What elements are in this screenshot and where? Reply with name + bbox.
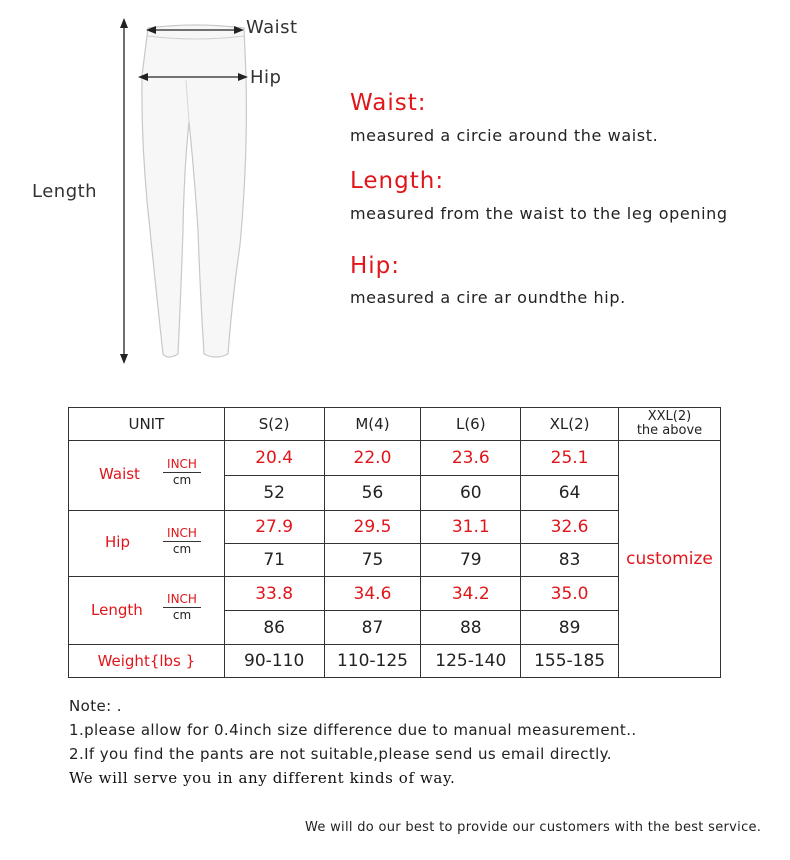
waist-definition-title: Waist: <box>350 90 427 116</box>
waist-cm-s: 52 <box>224 476 324 511</box>
length-inch-s: 33.8 <box>224 577 324 611</box>
table-header-row <box>69 408 721 441</box>
unit-inch-label: INCH <box>163 526 201 542</box>
size-chart-table <box>68 407 721 678</box>
waist-definition-text: measured a circie around the waist. <box>350 126 659 145</box>
hip-cm-s: 71 <box>224 544 324 577</box>
unit-cm-label: cm <box>172 473 192 487</box>
size-xxl-sublabel: the above <box>636 423 703 438</box>
waist-cm-m: 56 <box>324 476 421 511</box>
leggings-figure <box>0 0 330 380</box>
hip-definition-text: measured a cire ar oundthe hip. <box>350 288 626 307</box>
size-m-header: M(4) <box>324 408 421 441</box>
note-line-1: 1.please allow for 0.4inch size difference due to manual measurement.. <box>69 721 637 739</box>
waist-figure-label: Waist <box>246 17 298 38</box>
size-s-header: S(2) <box>224 408 324 441</box>
table-row <box>69 441 721 476</box>
waist-cm-l: 60 <box>421 476 521 511</box>
hip-inch-s: 27.9 <box>224 511 324 544</box>
waist-inch-m: 22.0 <box>324 441 421 476</box>
note-line-3: We will serve you in any different kinds of way. <box>69 769 456 787</box>
size-xl-header: XL(2) <box>521 408 619 441</box>
length-row-label: Length <box>91 601 143 619</box>
unit-inch-label: INCH <box>163 457 201 473</box>
weight-m: 110-125 <box>324 645 421 678</box>
note-line-2: 2.If you find the pants are not suitable,please send us email directly. <box>69 745 612 763</box>
unit-cm-label: cm <box>172 608 192 622</box>
length-cm-m: 87 <box>324 611 421 645</box>
customize-cell: customize <box>618 441 720 678</box>
hip-row-label-cell <box>69 511 225 577</box>
waist-row-label: Waist <box>99 465 140 483</box>
weight-s: 90-110 <box>224 645 324 678</box>
hip-cm-m: 75 <box>324 544 421 577</box>
hip-figure-label: Hip <box>250 67 282 88</box>
length-cm-l: 88 <box>421 611 521 645</box>
length-unit-box <box>163 592 201 622</box>
weight-row-label: Weight{lbs } <box>69 645 225 678</box>
waist-inch-s: 20.4 <box>224 441 324 476</box>
hip-cm-xl: 83 <box>521 544 619 577</box>
length-cm-s: 86 <box>224 611 324 645</box>
length-definition-title: Length: <box>350 168 445 194</box>
length-cm-xl: 89 <box>521 611 619 645</box>
weight-xl: 155-185 <box>521 645 619 678</box>
length-arrow <box>120 18 128 364</box>
notes-section <box>69 697 769 793</box>
hip-definition-title: Hip: <box>350 253 401 279</box>
unit-cm-label: cm <box>172 542 192 556</box>
length-definition-text: measured from the waist to the leg opening <box>350 204 728 223</box>
waist-inch-xl: 25.1 <box>521 441 619 476</box>
size-xxl-label: XXL(2) <box>647 409 692 424</box>
length-inch-m: 34.6 <box>324 577 421 611</box>
length-row-label-cell <box>69 577 225 645</box>
size-l-header: L(6) <box>421 408 521 441</box>
footer-text: We will do our best to provide our customers with the best service. <box>305 820 762 835</box>
leggings-shape <box>142 25 247 357</box>
hip-cm-l: 79 <box>421 544 521 577</box>
weight-l: 125-140 <box>421 645 521 678</box>
hip-row-label: Hip <box>105 533 130 551</box>
length-inch-l: 34.2 <box>421 577 521 611</box>
size-xxl-header <box>618 408 720 441</box>
waist-cm-xl: 64 <box>521 476 619 511</box>
waist-unit-box <box>163 457 201 487</box>
waist-inch-l: 23.6 <box>421 441 521 476</box>
length-figure-label: Length <box>32 181 98 202</box>
waist-row-label-cell <box>69 441 225 511</box>
length-inch-xl: 35.0 <box>521 577 619 611</box>
note-heading: Note: . <box>69 697 122 715</box>
unit-header: UNIT <box>69 408 225 441</box>
hip-inch-xl: 32.6 <box>521 511 619 544</box>
unit-inch-label: INCH <box>163 592 201 608</box>
hip-inch-l: 31.1 <box>421 511 521 544</box>
hip-unit-box <box>163 526 201 556</box>
hip-inch-m: 29.5 <box>324 511 421 544</box>
